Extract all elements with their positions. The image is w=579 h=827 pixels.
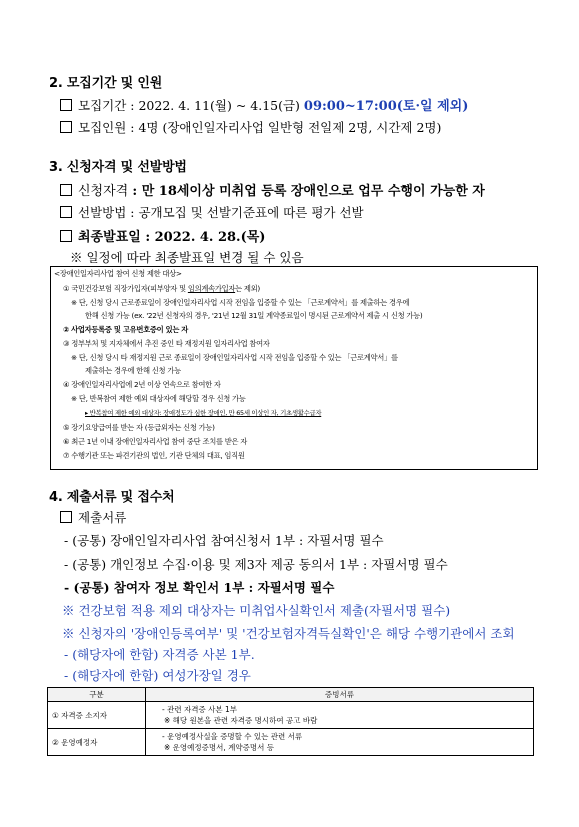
section-2-title: 2. 모집기간 및 인원 (49, 76, 163, 91)
box-line-6: ※ 단, 신청 당시 타 재정지원 근로 종료일이 장애인일자리사업 시작 전임을 입증할 수 있는 「근로계약서」를 (71, 353, 398, 362)
box-line-13: ⑦ 수행기관 또는 파견기관의 법인, 기관 단체의 대표, 임직원 (63, 451, 245, 460)
note-2: ※ 신청자의 '장애인등록여부' 및 '건강보험자격득실확인'은 해당 수행기관에서 조회 (62, 626, 515, 641)
announce-date: 최종발표일 : 2022. 4. 28.(목) (60, 226, 265, 245)
table-cell: - 관련 자격증 사본 1부 ※ 해당 원본을 관련 자격증 명시하여 공고 바람 (146, 702, 534, 729)
checkbox-icon (60, 121, 72, 133)
doc-1: - (공통) 장애인일자리사업 참여신청서 1부 : 자필서명 필수 (64, 533, 384, 548)
section-3-title: 3. 신청자격 및 선발방법 (49, 160, 187, 175)
box-line-8: ④ 장애인일자리사업에 2년 이상 연속으로 참여한 자 (63, 380, 221, 389)
recruit-count: 모집인원 : 4명 (장애인일자리사업 일반형 전일제 2명, 시간제 2명) (60, 118, 441, 136)
box-title: <장애인일자리사업 참여 신청 제한 대상> (54, 269, 182, 278)
checkbox-icon (60, 206, 72, 218)
table-cell: - 운영예정사실을 증명할 수 있는 관련 서류 ※ 운영예정증명서, 계약증명서 등 (146, 729, 534, 756)
doc-4: - (해당자에 한함) 자격증 사본 1부. (64, 647, 255, 662)
doc-3: - (공통) 참여자 정보 확인서 1부 : 자필서명 필수 (64, 580, 335, 595)
table-header: 구분 (48, 688, 146, 702)
restriction-box (50, 266, 538, 470)
checkbox-icon (60, 511, 72, 523)
docs-heading: 제출서류 (60, 508, 126, 526)
box-line-2: ※ 단, 신청 당시 근로종료일이 장애인일자리사업 시작 전임을 입증할 수 있는 「근로계약서」를 제출하는 경우에 (71, 298, 410, 307)
box-line-3: 한해 신청 가능 (ex. '22년 신청자의 경우, '21년 12월 31일 계약종료일이 명시된 근로계약서 제출 시 신청 가능) (85, 311, 423, 320)
box-line-1: ① 국민건강보험 직장가입자(피부양자 및 임의계속가입자는 제외) (63, 284, 260, 293)
table-header: 증빙서류 (146, 688, 534, 702)
box-line-11: ⑤ 장기요양급여를 받는 자 (등급외자는 신청 가능) (63, 423, 215, 432)
table-cell: ① 자격증 소지자 (48, 702, 146, 729)
section-4-title: 4. 제출서류 및 접수처 (49, 490, 175, 505)
box-line-7: 제출하는 경우에 한해 신청 가능 (85, 366, 181, 375)
doc-5: - (해당자에 한함) 여성가장일 경우 (64, 668, 251, 683)
period-time: 09:00~17:00(토·일 제외) (303, 99, 469, 114)
box-line-10: ▸ 반복참여 제한 예외 대상자: 장애정도가 심한 장애인, 만 65세 이상인 자, 기초생활수급자 (85, 409, 322, 417)
table-header-row (48, 688, 534, 702)
checkbox-icon (60, 99, 72, 111)
box-line-9: ※ 단, 반복참여 제한 예외 대상자에 해당할 경우 신청 가능 (71, 394, 246, 403)
table-row (48, 702, 534, 729)
recruit-period: 모집기간 : 2022. 4. 11(월) ~ 4.15(금) 09:00~17:00(토·일 제외) (60, 95, 468, 114)
box-line-4: ② 사업자등록증 및 고유번호증이 있는 자 (63, 325, 189, 334)
proof-docs-table (47, 687, 534, 756)
box-line-12: ⑥ 최근 1년 이내 장애인일자리사업 참여 중단 조치를 받은 자 (63, 437, 247, 446)
checkbox-icon (60, 184, 72, 196)
qualification: 신청자격 : 만 18세이상 미취업 등록 장애인으로 업무 수행이 가능한 자 (60, 180, 485, 199)
table-row (48, 729, 534, 756)
selection-method: 선발방법 : 공개모집 및 선발기준표에 따른 평가 선발 (60, 203, 364, 221)
checkbox-icon (60, 230, 72, 242)
announce-note: ※ 일정에 따라 최종발표일 변경 될 수 있음 (70, 250, 304, 265)
box-line-5: ③ 정부부처 및 지자체에서 추진 중인 타 재정지원 일자리사업 참여자 (63, 339, 270, 348)
note-1: ※ 건강보험 적용 제외 대상자는 미취업사실확인서 제출(자필서명 필수) (62, 603, 451, 618)
doc-2: - (공통) 개인정보 수집·이용 및 제3자 제공 동의서 1부 : 자필서명 필수 (64, 557, 448, 572)
table-cell: ② 운영예정자 (48, 729, 146, 756)
